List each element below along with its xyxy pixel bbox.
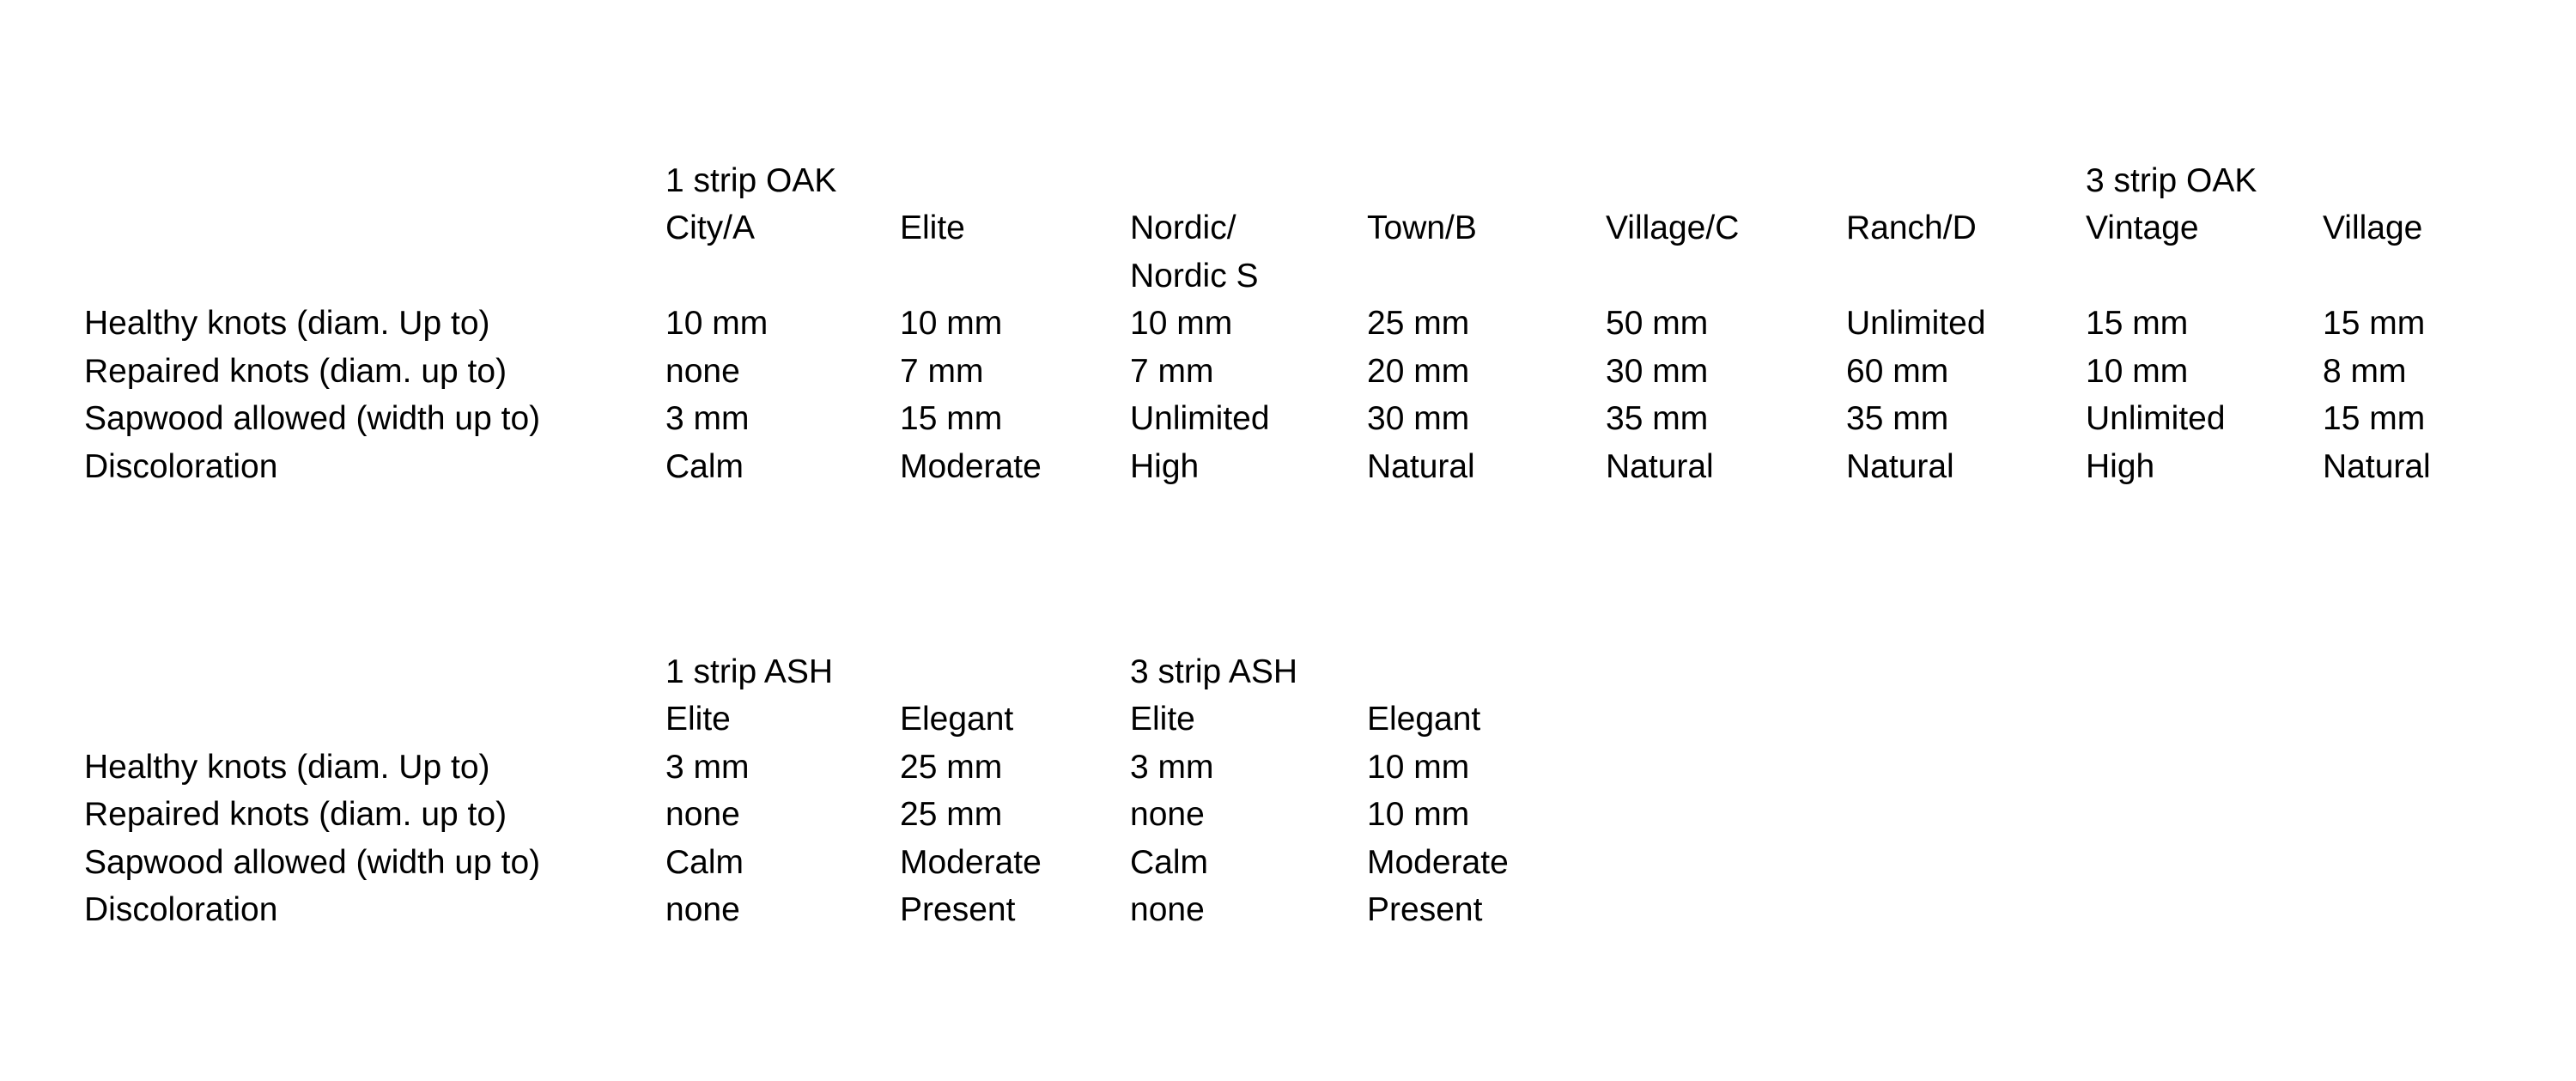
empty-cell <box>84 689 665 694</box>
row-label: Healthy knots (diam. Up to) <box>84 748 490 786</box>
empty-cell <box>84 293 665 298</box>
empty-cell <box>1846 926 2086 932</box>
empty-cell <box>1606 831 1846 836</box>
row-label: Sapwood allowed (width up to) <box>84 400 541 437</box>
column-header: City/A <box>665 210 756 246</box>
table-cell: none <box>1130 891 1205 928</box>
table-cell: 15 mm <box>2323 400 2426 437</box>
empty-cell <box>1606 197 1846 203</box>
column-header: Ranch/D <box>1846 210 1977 246</box>
group-header-1-strip-ash: 1 strip ASH <box>665 653 834 690</box>
column-header: Elite <box>665 701 731 738</box>
table-cell: Calm <box>665 447 744 485</box>
table-cell: 10 mm <box>1367 796 1470 833</box>
table-cell: 35 mm <box>1606 400 1709 437</box>
table-cell: Moderate <box>900 843 1042 881</box>
table-cell: 8 mm <box>2323 352 2407 390</box>
table-cell: 3 mm <box>1130 748 1214 786</box>
table-cell: 15 mm <box>900 400 1003 437</box>
column-header: Village/C <box>1606 210 1740 246</box>
empty-cell <box>1606 293 1846 298</box>
table-cell: High <box>2086 447 2155 485</box>
column-header: Elite <box>1130 701 1195 738</box>
empty-cell <box>1846 197 2086 203</box>
table-cell: none <box>665 352 740 390</box>
ash-grading-table <box>84 646 2494 932</box>
table-cell: Unlimited <box>2086 400 2226 437</box>
empty-cell <box>2086 879 2323 884</box>
table-cell: 10 mm <box>900 305 1003 342</box>
table-cell: Calm <box>1130 843 1209 881</box>
table-cell: 30 mm <box>1606 352 1709 390</box>
empty-cell <box>1606 689 1846 694</box>
table-cell: Present <box>900 891 1016 928</box>
empty-cell <box>1367 197 1606 203</box>
group-header-1-strip-oak: 1 strip OAK <box>665 161 837 199</box>
table-cell: Moderate <box>1367 843 1509 881</box>
table-cell: 30 mm <box>1367 400 1470 437</box>
table-cell: 10 mm <box>1367 748 1470 786</box>
empty-cell <box>900 689 1130 694</box>
table-cell: 35 mm <box>1846 400 1949 437</box>
empty-cell <box>2323 879 2494 884</box>
table-cell: none <box>665 891 740 928</box>
empty-cell <box>2323 736 2494 741</box>
column-header: Vintage <box>2086 210 2199 246</box>
table-cell: 3 mm <box>665 748 750 786</box>
column-header: Town/B <box>1367 210 1477 246</box>
row-label: Discoloration <box>84 891 278 928</box>
empty-cell <box>1606 926 1846 932</box>
empty-cell <box>900 197 1130 203</box>
empty-cell <box>1846 736 2086 741</box>
table-cell: 7 mm <box>900 352 984 390</box>
empty-cell <box>1846 689 2086 694</box>
empty-cell <box>1846 879 2086 884</box>
empty-cell <box>1606 879 1846 884</box>
empty-cell <box>2086 293 2323 298</box>
table-cell: 15 mm <box>2086 305 2189 342</box>
empty-cell <box>2086 784 2323 789</box>
empty-cell <box>84 197 665 203</box>
empty-cell <box>665 293 900 298</box>
table-cell: Present <box>1367 891 1483 928</box>
table-cell: 25 mm <box>900 748 1003 786</box>
table-cell: 10 mm <box>1130 305 1233 342</box>
row-label: Sapwood allowed (width up to) <box>84 843 541 881</box>
empty-cell <box>2323 831 2494 836</box>
row-label: Healthy knots (diam. Up to) <box>84 305 490 342</box>
table-cell: 3 mm <box>665 400 750 437</box>
group-header-3-strip-oak: 3 strip OAK <box>2086 161 2257 199</box>
table-cell: High <box>1130 447 1200 485</box>
column-header: Elegant <box>900 701 1014 738</box>
table-cell: 25 mm <box>1367 305 1470 342</box>
table-cell: Natural <box>1367 447 1475 485</box>
table-cell: 50 mm <box>1606 305 1709 342</box>
table-cell: Natural <box>2323 447 2431 485</box>
table-cell: 7 mm <box>1130 352 1214 390</box>
table-cell: 60 mm <box>1846 352 1949 390</box>
table-cell: Unlimited <box>1846 305 1986 342</box>
table-cell: 15 mm <box>2323 305 2426 342</box>
empty-cell <box>2086 926 2323 932</box>
empty-cell <box>84 736 665 741</box>
empty-cell <box>1606 736 1846 741</box>
column-header: Elite <box>900 210 965 246</box>
row-label: Repaired knots (diam. up to) <box>84 352 507 390</box>
group-header-3-strip-ash: 3 strip ASH <box>1130 653 1298 690</box>
table-cell: Unlimited <box>1130 400 1270 437</box>
empty-cell <box>1846 831 2086 836</box>
row-label: Repaired knots (diam. up to) <box>84 796 507 833</box>
empty-cell <box>2086 689 2323 694</box>
table-cell: 10 mm <box>665 305 769 342</box>
empty-cell <box>1367 689 1606 694</box>
row-label: Discoloration <box>84 447 278 485</box>
empty-cell <box>1846 293 2086 298</box>
table-cell: Calm <box>665 843 744 881</box>
table-cell: 10 mm <box>2086 352 2189 390</box>
oak-grading-table <box>84 155 2494 489</box>
empty-cell <box>2323 689 2494 694</box>
empty-cell <box>1130 197 1367 203</box>
table-cell: none <box>1130 796 1205 833</box>
empty-cell <box>84 245 665 250</box>
column-header: Village <box>2323 210 2423 246</box>
table-cell: Moderate <box>900 447 1042 485</box>
empty-cell <box>2086 831 2323 836</box>
column-header: Nordic/ <box>1130 210 1236 246</box>
empty-cell <box>900 293 1130 298</box>
empty-cell <box>2086 736 2323 741</box>
empty-cell <box>1606 784 1846 789</box>
empty-cell <box>2323 926 2494 932</box>
table-cell: 25 mm <box>900 796 1003 833</box>
empty-cell <box>2323 784 2494 789</box>
table-cell: none <box>665 796 740 833</box>
empty-cell <box>1367 293 1606 298</box>
column-header-continuation: Nordic S <box>1130 257 1259 295</box>
empty-cell <box>1846 784 2086 789</box>
column-header: Elegant <box>1367 701 1481 738</box>
table-cell: 20 mm <box>1367 352 1470 390</box>
table-cell: Natural <box>1606 447 1714 485</box>
table-cell: Natural <box>1846 447 1954 485</box>
empty-cell <box>2323 197 2494 203</box>
empty-cell <box>2323 293 2494 298</box>
